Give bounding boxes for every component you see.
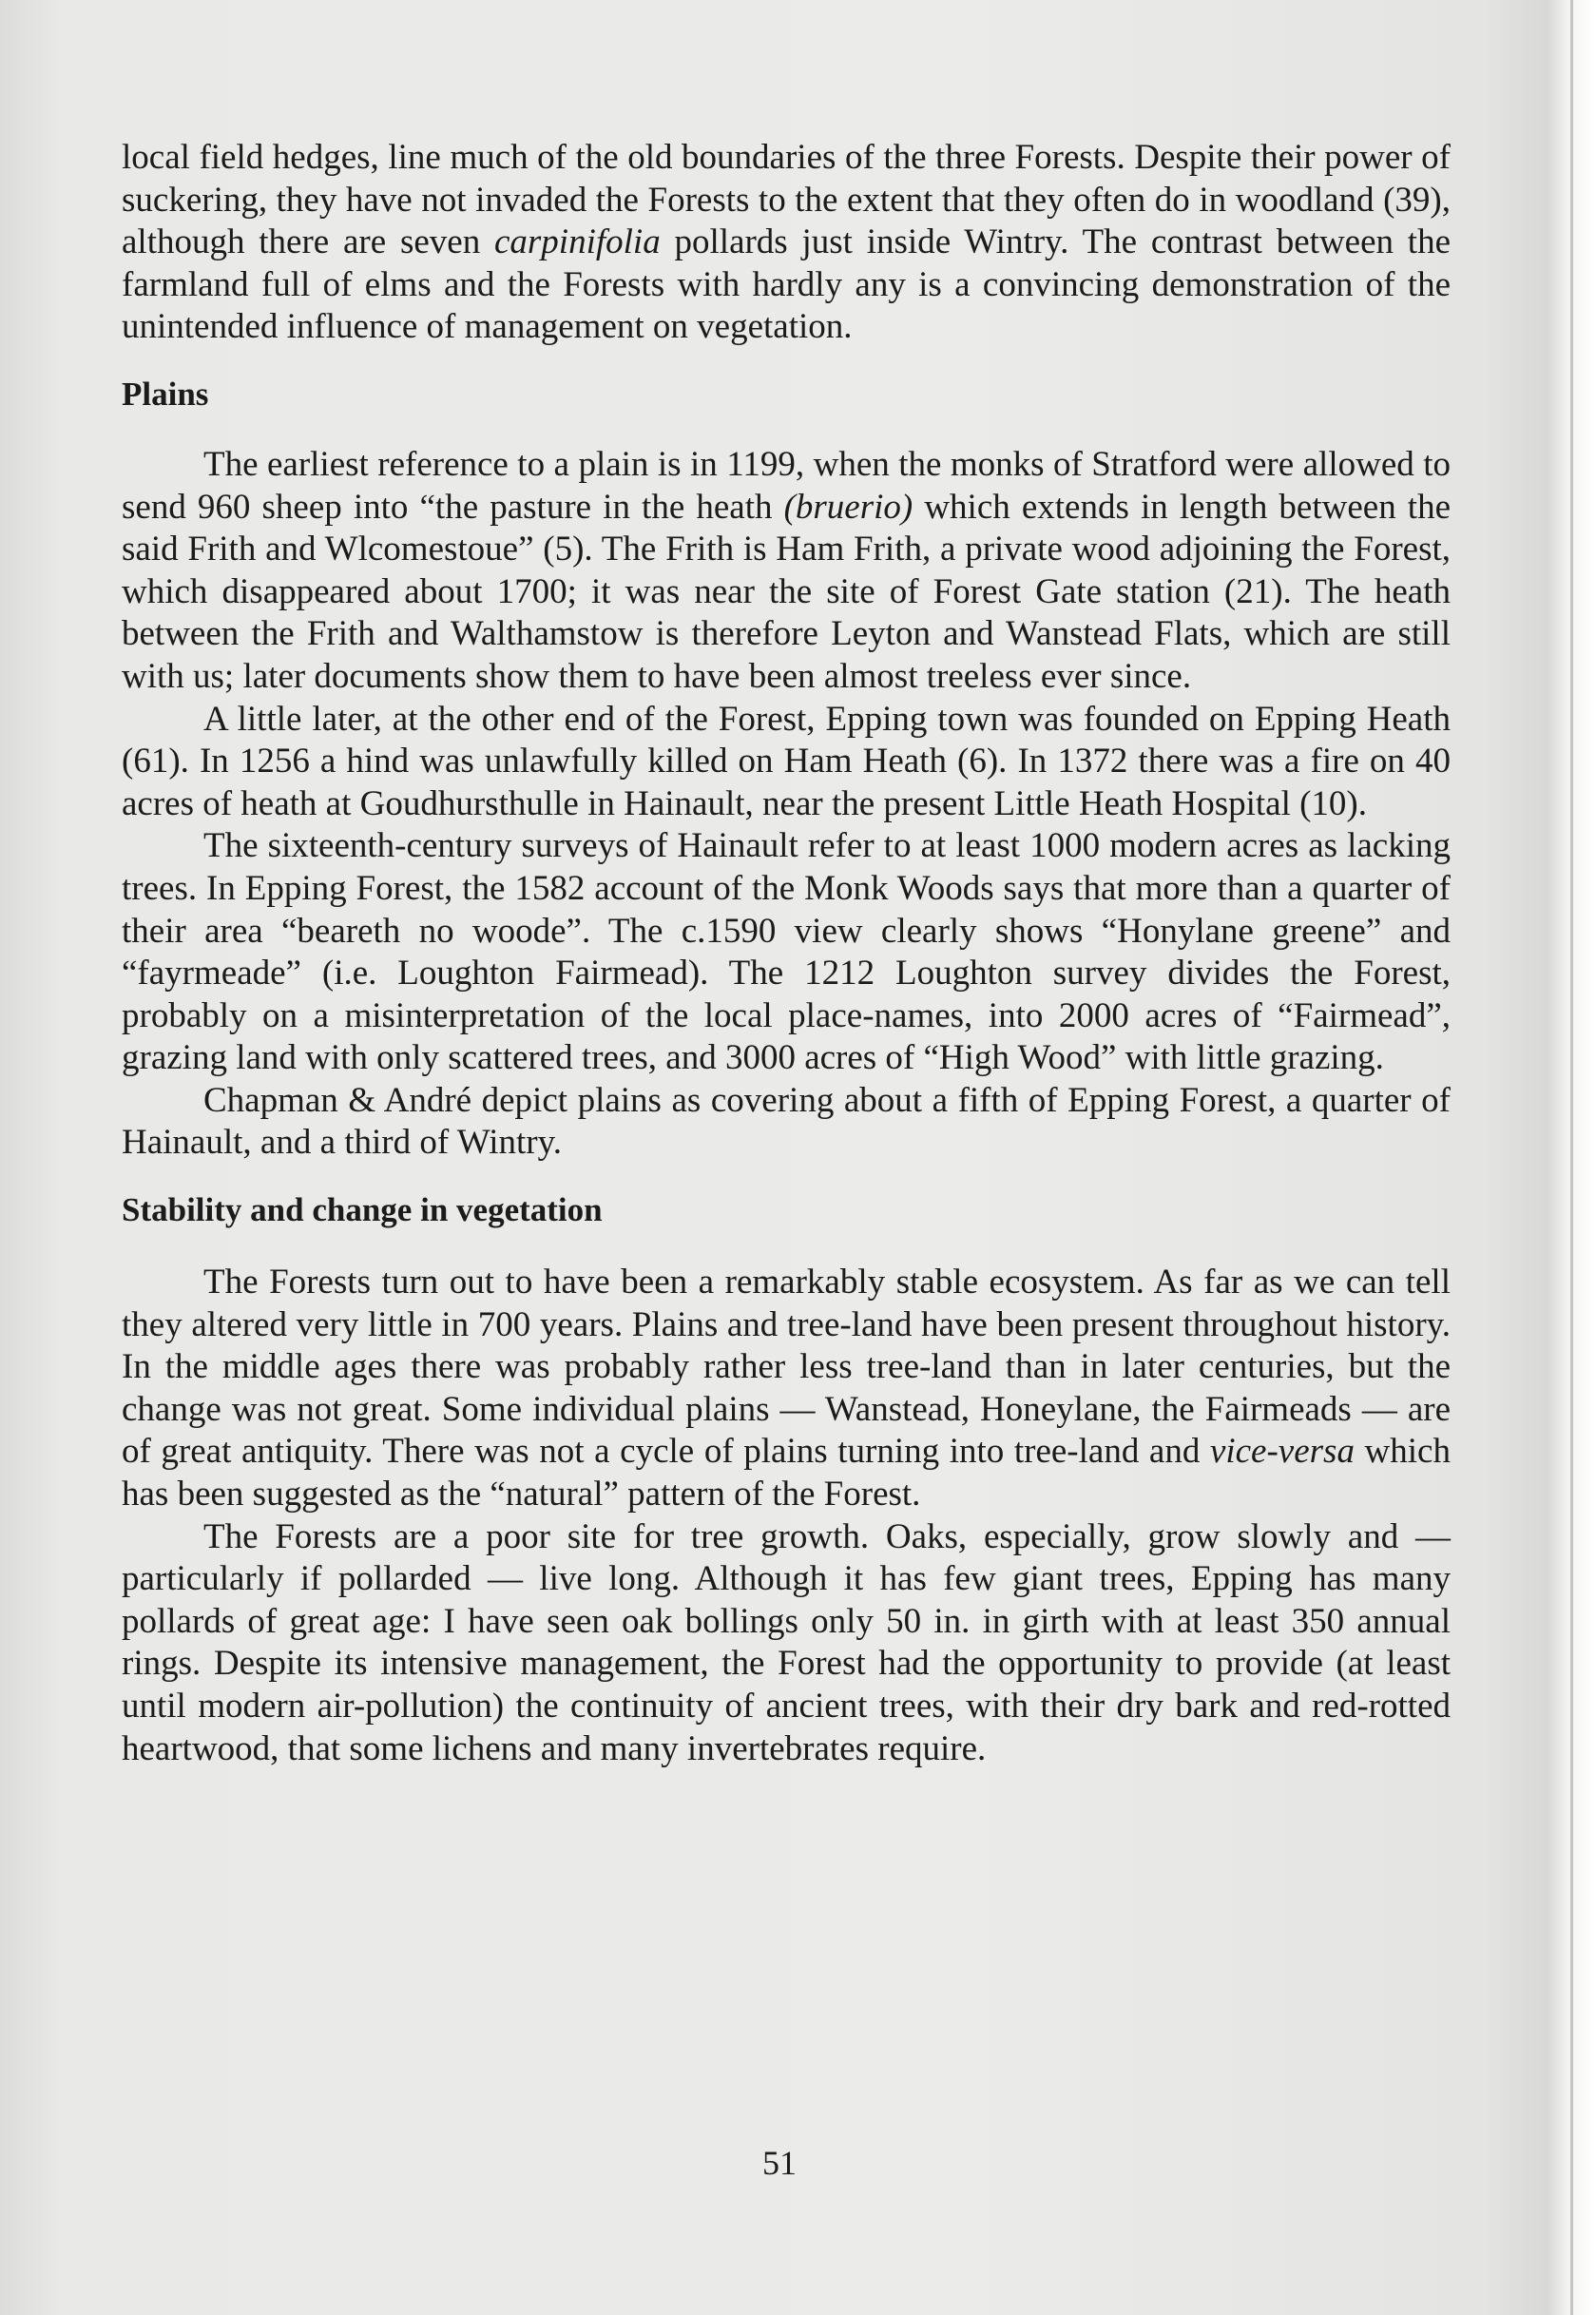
italic-term: (bruerio) xyxy=(783,487,913,527)
paragraph: A little later, at the other end of the Forest, Epping town was founded on Epping Heath (61). In 1256 a hind was unlawfully killed on Ham Heath (6). In 1372 there was a fire on 40 acres of heath at Goudhursthulle in Hainault, near the present Little Heath Hospital (10). xyxy=(122,699,1451,823)
page-gutter-edge xyxy=(1570,0,1573,2315)
paragraph: local field hedges, line much of the old boundaries of the three Forests. Despite their power of suckering, they have not invaded the Forests to the extent that they often do in woodland (39), although there are seven carpinifolia pollards just inside Wintry. The contrast between the farmland full of elms and the Forests with hardly any is a convincing demonstration of the unintended influence of management on vegetation. xyxy=(122,138,1451,347)
stability-paragraphs xyxy=(122,1262,1451,1770)
italic-term: carpinifolia xyxy=(493,222,661,262)
page-number: 51 xyxy=(762,2144,797,2182)
paragraph: The Forests are a poor site for tree growth. Oaks, especially, grow slowly and — particularly if pollarded — live long. Although it has few giant trees, Epping has many pollards of great age: I have seen oak bollings only 50 in. in girth with at least 350 annual rings. Despite its intensive management, the Forest had the opportunity to provide (at least until modern air-pollution) the continuity of ancient trees, with their dry bark and red-rotted heartwood, that some lichens and many invertebrates require. xyxy=(122,1516,1451,1768)
paragraph: Chapman & André depict plains as covering about a fifth of Epping Forest, a quarter of Hainault, and a third of Wintry. xyxy=(122,1080,1451,1163)
paragraph: The earliest reference to a plain is in 1199, when the monks of Stratford were allowed to send 960 sheep into “the pasture in the heath (bruerio) which extends in length between the said Frith and Wlcomestoue” (5). The Frith is Ham Frith, a private wood adjoining the Forest, which disappeared about 1700; it was near the site of Forest Gate station (21). The heath between the Frith and Walthamstow is therefore Leyton and Wanstead Flats, which are still with us; later documents show them to have been almost treeless ever since. xyxy=(122,444,1451,696)
plains-paragraphs xyxy=(122,444,1451,1165)
body-text xyxy=(122,137,1451,1770)
section-heading-stability: Stability and change in vegetation xyxy=(122,1191,603,1229)
italic-term: vice-versa xyxy=(1209,1432,1355,1472)
section-heading-plains: Plains xyxy=(122,375,209,413)
opening-paragraphs xyxy=(122,137,1451,349)
paragraph: The Forests turn out to have been a remarkably stable ecosystem. As far as we can tell they altered very little in 700 years. Plains and tree-land have been present throughout history. In the middle ages there was probably rather less tree-land than in later centuries, but the change was not great. Some individual plains — Wanstead, Honeylane, the Fairmeads — are of great antiquity. There was not a cycle of plains turning into tree-land and vice-versa which has been suggested as the “natural” pattern of the Forest. xyxy=(122,1263,1451,1514)
paragraph: The sixteenth-century surveys of Hainault refer to at least 1000 modern acres as lacking trees. In Epping Forest, the 1582 account of the Monk Woods says that more than a quarter of their area “beareth no woode”. The c.1590 view clearly shows “Honylane greene” and “fayrmeade” (i.e. Loughton Fairmead). The 1212 Loughton survey divides the Forest, probably on a misinterpretation of the local place-names, into 2000 acres of “Fairmead”, grazing land with only scattered trees, and 3000 acres of “High Wood” with little grazing. xyxy=(122,826,1451,1078)
